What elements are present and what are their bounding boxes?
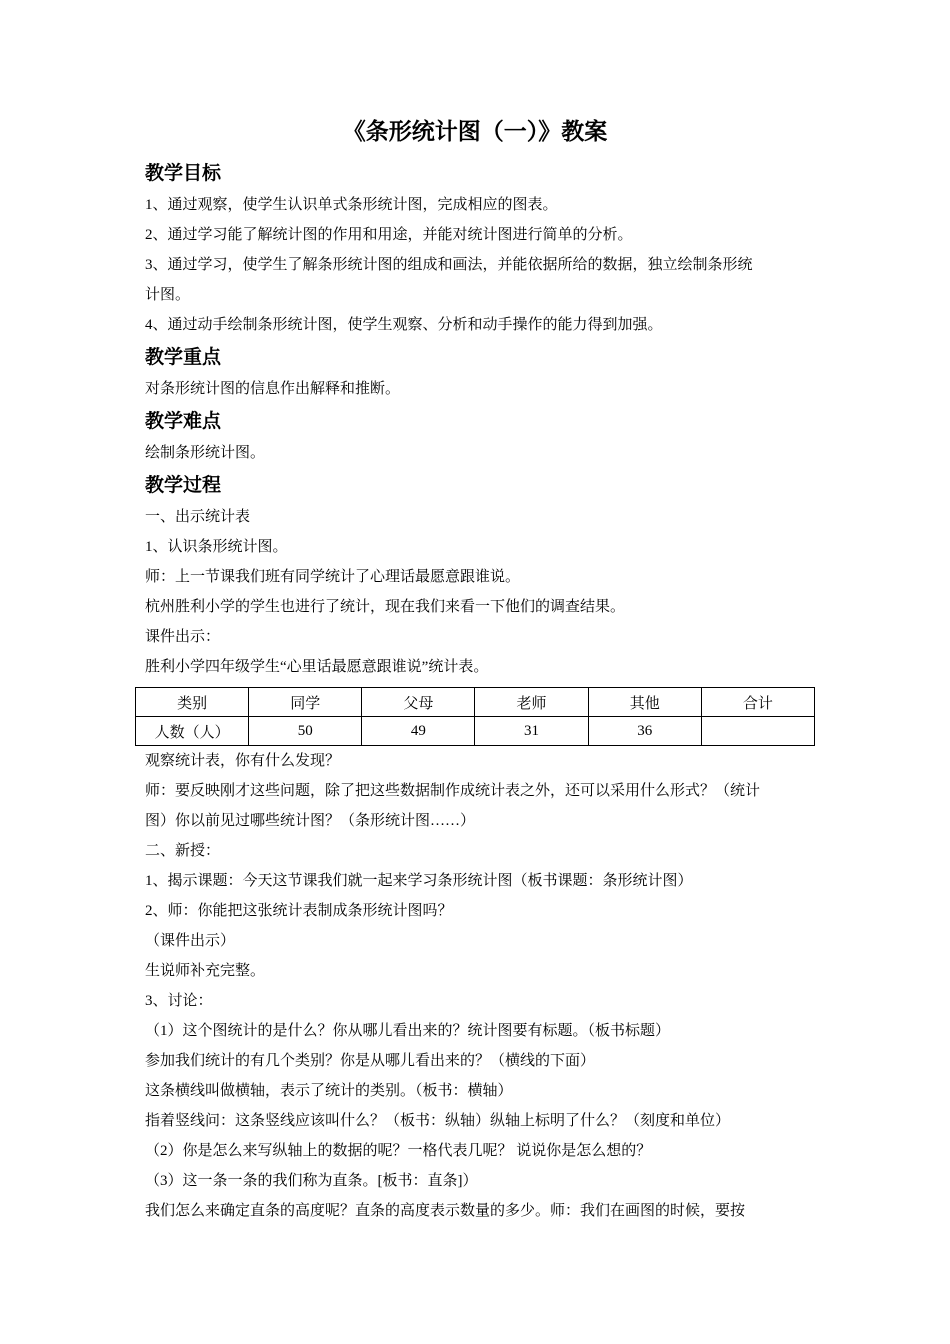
difficulty-points	[145, 438, 815, 468]
section-heading-process: 教学过程	[145, 474, 222, 496]
paragraph-line: 参加我们统计的有几个类别？你是从哪儿看出来的？（横线的下面）	[145, 1053, 596, 1069]
table-cell: 父母	[362, 688, 475, 717]
table-cell: 类别	[136, 688, 249, 717]
paragraph-line: 这条横线叫做横轴，表示了统计的类别。（板书：横轴）	[145, 1083, 513, 1099]
paragraph-line: 我们怎么来确定直条的高度呢？直条的高度表示数量的多少。师：我们在画图的时候，要按	[145, 1203, 746, 1219]
paragraph-line: 观察统计表，你有什么发现？	[145, 753, 341, 769]
process-intro	[145, 502, 815, 682]
paragraph-line: 生说师补充完整。	[145, 963, 266, 979]
paragraph-line: （课件出示）	[145, 933, 236, 949]
table-cell	[701, 717, 814, 746]
table-cell: 同学	[249, 688, 362, 717]
table-header-row	[136, 688, 815, 717]
paragraph-line: （1）这个图统计的是什么？你从哪儿看出来的？统计图要有标题。（板书标题）	[145, 1023, 671, 1039]
paragraph-line: 绘制条形统计图。	[145, 445, 266, 461]
paragraph-line: 1、通过观察，使学生认识单式条形统计图，完成相应的图表。	[145, 197, 558, 213]
section-heading-goals: 教学目标	[145, 162, 222, 184]
paragraph-line: 图）你以前见过哪些统计图？（条形统计图……）	[145, 813, 476, 829]
paragraph-line: 1、认识条形统计图。	[145, 539, 288, 555]
paragraph-line: 3、通过学习，使学生了解条形统计图的组成和画法，并能依据所给的数据，独立绘制条形统	[145, 257, 753, 273]
section-heading-difficulty: 教学难点	[145, 410, 222, 432]
paragraph-line: 杭州胜利小学的学生也进行了统计，现在我们来看一下他们的调查结果。	[145, 599, 626, 615]
paragraph-line: （3）这一条一条的我们称为直条。[板书：直条]）	[145, 1173, 478, 1189]
section-heading-key: 教学重点	[145, 346, 222, 368]
statistics-table	[135, 687, 815, 746]
goals-list	[145, 190, 815, 340]
paragraph-line: 二、新授：	[145, 843, 221, 859]
paragraph-line: 师：要反映刚才这些问题，除了把这些数据制作成统计表之外，还可以采用什么形式？（统计	[145, 783, 761, 799]
table-cell: 合计	[701, 688, 814, 717]
key-points	[145, 374, 815, 404]
paragraph-line: 胜利小学四年级学生“心里话最愿意跟谁说”统计表。	[145, 659, 489, 675]
paragraph-line: 3、讨论：	[145, 993, 213, 1009]
paragraph-line: 1、揭示课题：今天这节课我们就一起来学习条形统计图（板书课题：条形统计图）	[145, 873, 693, 889]
table-cell: 36	[588, 717, 701, 746]
process-body	[145, 746, 815, 1226]
table-cell: 31	[475, 717, 588, 746]
table-cell: 50	[249, 717, 362, 746]
table-cell: 人数（人）	[136, 717, 249, 746]
paragraph-line: 计图。	[145, 287, 191, 303]
paragraph-line: 2、师：你能把这张统计表制成条形统计图吗？	[145, 903, 453, 919]
paragraph-line: 一、出示统计表	[145, 509, 251, 525]
paragraph-line: 课件出示：	[145, 629, 221, 645]
paragraph-line: 4、通过动手绘制条形统计图，使学生观察、分析和动手操作的能力得到加强。	[145, 317, 663, 333]
table-cell: 其他	[588, 688, 701, 717]
table-row	[136, 717, 815, 746]
paragraph-line: 对条形统计图的信息作出解释和推断。	[145, 381, 401, 397]
document-title: 《条形统计图（一）》教案	[342, 119, 608, 145]
paragraph-line: 指着竖线问：这条竖线应该叫什么？（板书：纵轴）纵轴上标明了什么？（刻度和单位）	[145, 1113, 731, 1129]
paragraph-line: 2、通过学习能了解统计图的作用和用途，并能对统计图进行简单的分析。	[145, 227, 633, 243]
table-cell: 49	[362, 717, 475, 746]
paragraph-line: （2）你是怎么来写纵轴上的数据的呢？一格代表几呢？ 说说你是怎么想的？	[145, 1143, 652, 1159]
document-page	[145, 117, 815, 1226]
paragraph-line: 师：上一节课我们班有同学统计了心理话最愿意跟谁说。	[145, 569, 521, 585]
table-cell: 老师	[475, 688, 588, 717]
